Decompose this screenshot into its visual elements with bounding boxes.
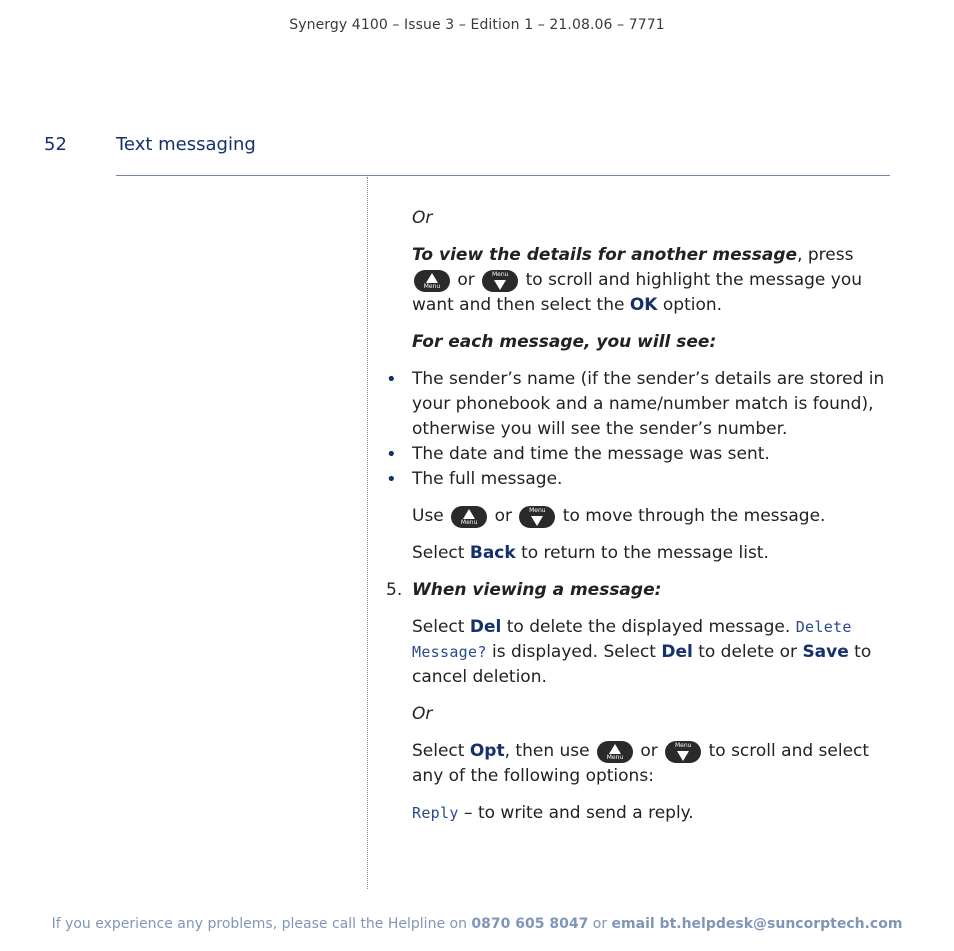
- select-del-paragraph: [412, 615, 892, 690]
- text-run: Use: [412, 506, 450, 526]
- text-run: option.: [657, 295, 723, 315]
- each-message-heading: For each message, you will see:: [412, 332, 717, 352]
- key-label: Menu: [460, 519, 478, 526]
- text-run: or: [452, 270, 481, 290]
- text-run: to return to the message list.: [515, 543, 769, 563]
- message-details-list: [412, 367, 892, 492]
- footer-text: If you experience any problems, please call the Helpline on: [51, 916, 472, 932]
- text-run: to cancel deletion.: [412, 642, 872, 687]
- text-run: or: [635, 741, 664, 761]
- menu-up-key-icon: [597, 741, 633, 763]
- text-run: is displayed. Select: [486, 642, 662, 662]
- view-details-paragraph: [412, 243, 892, 318]
- down-arrow-icon: [531, 516, 543, 526]
- list-item: • The full message.: [412, 467, 892, 492]
- text-run: or: [489, 506, 518, 526]
- back-option: Back: [469, 543, 516, 563]
- menu-down-key-icon: [665, 741, 701, 763]
- reply-option-paragraph: [412, 801, 892, 826]
- lcd-delete-message: Delete Message?: [412, 618, 852, 661]
- text-run: to scroll and highlight the message you want and then select the: [412, 270, 863, 315]
- text-run: , press: [797, 245, 854, 265]
- del-option: Del: [661, 642, 693, 662]
- select-back-paragraph: [412, 541, 892, 566]
- key-label: Menu: [423, 283, 441, 290]
- or-separator: Or: [412, 208, 433, 228]
- text-run: Select: [412, 543, 470, 563]
- text-run: to delete or: [692, 642, 803, 662]
- list-item: • The date and time the message was sent.: [412, 442, 892, 467]
- header-rule: [116, 175, 890, 176]
- up-arrow-icon: [609, 744, 621, 754]
- select-opt-paragraph: [412, 739, 892, 789]
- ok-option: OK: [629, 295, 658, 315]
- text-run: to move through the message.: [557, 506, 826, 526]
- down-arrow-icon: [677, 751, 689, 761]
- helpline-phone: 0870 605 8047: [471, 916, 589, 932]
- view-details-lead: To view the details for another message: [412, 245, 798, 265]
- section-title: Text messaging: [116, 134, 256, 155]
- key-label: Menu: [606, 754, 624, 761]
- menu-up-key-icon: [451, 506, 487, 528]
- footer-text: or: [588, 916, 612, 932]
- page-number: 52: [44, 134, 67, 155]
- document-info-header: Synergy 4100 – Issue 3 – Edition 1 – 21.08.06 – 7771: [289, 17, 665, 33]
- helpdesk-email: email bt.helpdesk@suncorptech.com: [611, 916, 903, 932]
- helpline-footer: [0, 916, 954, 932]
- menu-up-key-icon: [414, 270, 450, 292]
- text-run: – to write and send a reply.: [458, 803, 694, 823]
- use-keys-paragraph: [412, 504, 892, 529]
- column-divider: [367, 177, 368, 889]
- main-content: [386, 206, 892, 838]
- list-item: • The sender’s name (if the sender’s details are stored in your phonebook and a name/number match is found), otherwise you will see the sender’s number.: [412, 367, 892, 442]
- text-run: , then use: [504, 741, 595, 761]
- up-arrow-icon: [463, 509, 475, 519]
- key-label: Menu: [529, 507, 546, 514]
- key-label: Menu: [491, 271, 509, 278]
- down-arrow-icon: [494, 280, 506, 290]
- or-separator: Or: [412, 704, 433, 724]
- text-run: to delete the displayed message.: [501, 617, 796, 637]
- text-run: Select: [412, 617, 470, 637]
- key-label: Menu: [674, 742, 692, 749]
- step-5: [386, 578, 892, 603]
- del-option: Del: [469, 617, 502, 637]
- step-heading: When viewing a message:: [412, 580, 662, 600]
- lcd-reply: Reply: [412, 804, 459, 822]
- opt-option: Opt: [469, 741, 505, 761]
- menu-down-key-icon: [482, 270, 518, 292]
- step-number: 5.: [386, 580, 403, 600]
- up-arrow-icon: [426, 273, 438, 283]
- text-run: Select: [412, 741, 470, 761]
- save-option: Save: [802, 642, 849, 662]
- text-run: to scroll and select any of the following options:: [412, 741, 870, 786]
- menu-down-key-icon: [519, 506, 555, 528]
